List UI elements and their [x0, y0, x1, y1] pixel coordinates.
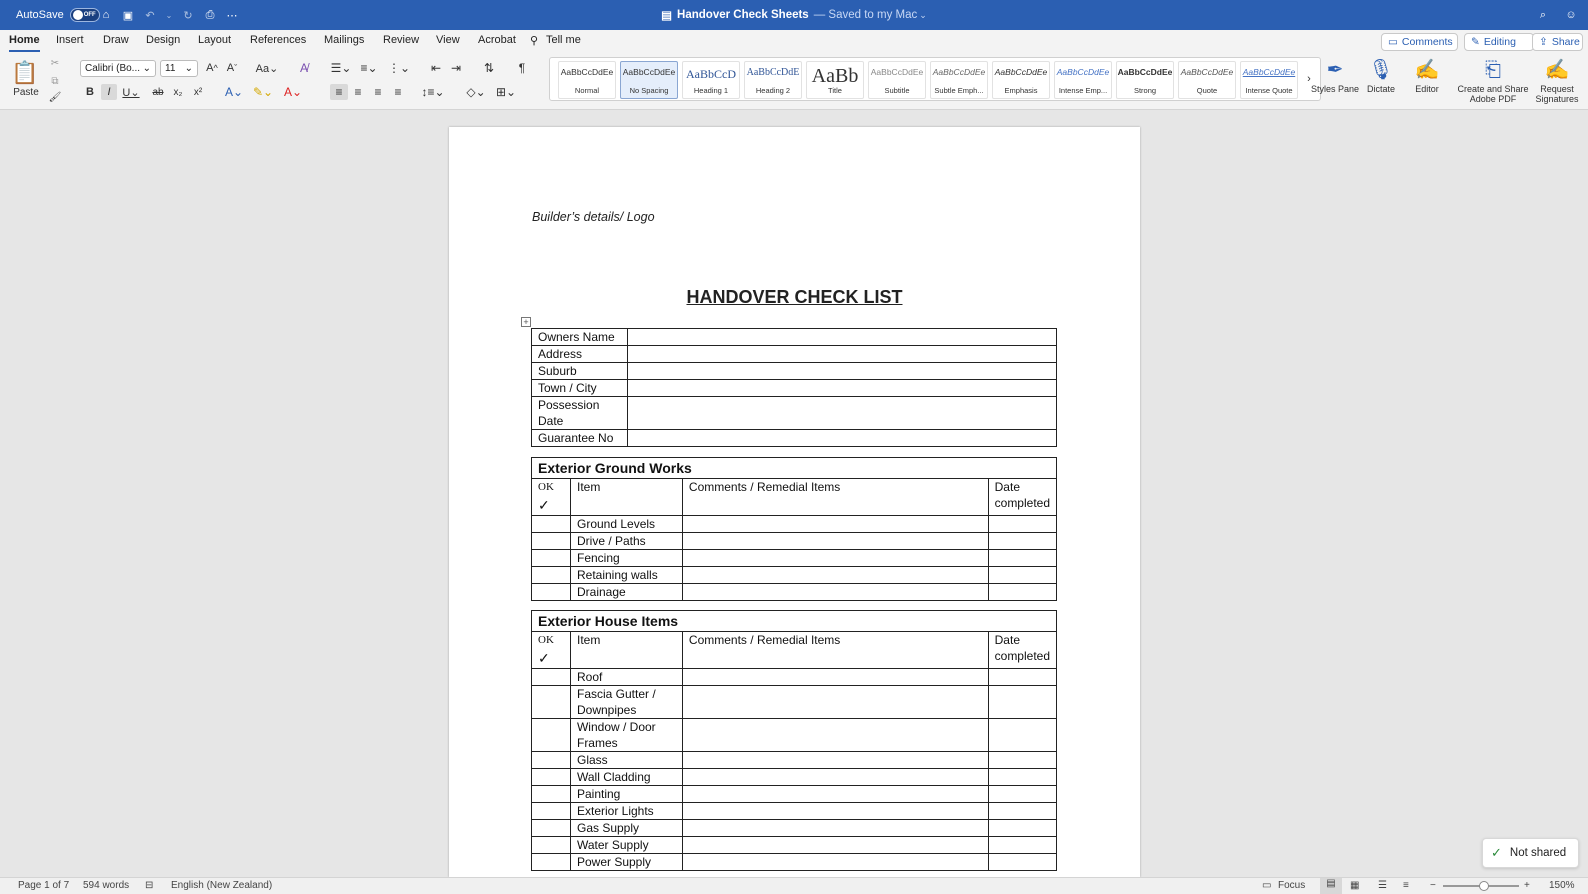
- comments-cell[interactable]: [682, 669, 988, 686]
- ok-cell[interactable]: [532, 752, 571, 769]
- editor-icon: ✍: [1414, 59, 1440, 81]
- item-cell: Power Supply: [570, 854, 682, 871]
- style-name: Normal: [574, 86, 600, 95]
- ok-header: [532, 632, 571, 669]
- zoom-in-icon[interactable]: +: [1524, 880, 1530, 891]
- style-preview: AaBbCcDdE: [746, 67, 800, 78]
- ok-cell[interactable]: [532, 550, 571, 567]
- ok-cell[interactable]: [532, 584, 571, 601]
- language-indicator[interactable]: English (New Zealand): [171, 880, 273, 891]
- style-preview: AaBbCcDdEe: [994, 67, 1048, 77]
- align-left-icon[interactable]: ≡: [330, 84, 348, 100]
- focus-icon[interactable]: ▭: [1262, 880, 1272, 891]
- doc-heading[interactable]: HANDOVER CHECK LIST: [686, 287, 903, 307]
- format-painter-icon[interactable]: 🖌: [48, 91, 62, 103]
- tell-me[interactable]: Tell me: [546, 34, 581, 46]
- ground-works-table: [531, 457, 1057, 601]
- ok-cell[interactable]: [532, 820, 571, 837]
- table-row: [532, 363, 1057, 380]
- increase-indent-icon[interactable]: ⇥: [450, 61, 462, 75]
- tab-mailings[interactable]: Mailings: [324, 34, 365, 46]
- date-header: Date completed: [988, 479, 1056, 516]
- account-icon[interactable]: ☺: [1565, 9, 1577, 21]
- borders-icon[interactable]: ⊞⌄: [495, 85, 517, 99]
- style-emphasis[interactable]: [992, 61, 1050, 99]
- create-share-pdf-button[interactable]: [1455, 56, 1531, 108]
- ok-cell[interactable]: [532, 567, 571, 584]
- date-cell[interactable]: [988, 533, 1056, 550]
- section-title: Exterior House Items: [532, 611, 1057, 632]
- field-value-cell[interactable]: [628, 397, 1057, 430]
- pdf-icon: ⎗: [1485, 59, 1501, 81]
- ok-cell[interactable]: [532, 516, 571, 533]
- font-color-icon[interactable]: A⌄: [283, 85, 303, 99]
- draft-view-icon[interactable]: ≡: [1403, 880, 1409, 891]
- date-cell[interactable]: [988, 567, 1056, 584]
- tab-references[interactable]: References: [250, 34, 307, 46]
- request-signatures-button[interactable]: [1527, 56, 1587, 108]
- table-header-row: [532, 479, 1057, 516]
- create-share-label: Create and Share Adobe PDF: [1457, 84, 1529, 104]
- comments-cell[interactable]: [682, 584, 988, 601]
- share-button[interactable]: [1532, 33, 1583, 51]
- zoom-slider-thumb[interactable]: [1479, 881, 1489, 891]
- superscript-icon[interactable]: x²: [193, 86, 203, 98]
- font-name-select[interactable]: [80, 60, 156, 77]
- request-signatures-label: Request Signatures: [1535, 84, 1579, 104]
- comments-cell[interactable]: [682, 550, 988, 567]
- sort-icon[interactable]: ⇅: [483, 61, 495, 75]
- date-cell[interactable]: [988, 803, 1056, 820]
- item-cell: Retaining walls: [570, 567, 682, 584]
- field-value-cell[interactable]: [628, 363, 1057, 380]
- style-preview: AaBbCcDdEe: [870, 67, 924, 77]
- field-value-cell[interactable]: [628, 346, 1057, 363]
- date-cell[interactable]: [988, 752, 1056, 769]
- date-cell[interactable]: [988, 820, 1056, 837]
- document-page[interactable]: [449, 127, 1140, 877]
- comments-cell[interactable]: [682, 686, 988, 719]
- ok-cell[interactable]: [532, 669, 571, 686]
- grow-font-icon[interactable]: A ^: [206, 62, 218, 74]
- style-subtle-emphasis[interactable]: [930, 61, 988, 99]
- tab-layout[interactable]: Layout: [198, 34, 232, 46]
- chevron-down-icon: ⌄: [142, 63, 151, 74]
- table-row: [532, 458, 1057, 479]
- styles-pane-icon: ✒: [1326, 59, 1344, 81]
- microphone-icon: 🎙: [1368, 59, 1394, 81]
- style-normal[interactable]: [558, 61, 616, 99]
- date-cell[interactable]: [988, 516, 1056, 533]
- paste-label[interactable]: Paste: [13, 86, 39, 98]
- date-header: Date completed: [988, 632, 1056, 669]
- dictate-label: Dictate: [1366, 84, 1395, 94]
- table-row: [532, 769, 1057, 786]
- align-center-icon[interactable]: ≡: [354, 85, 362, 99]
- style-name: Heading 2: [755, 86, 791, 95]
- table-row: [532, 584, 1057, 601]
- tab-design[interactable]: Design: [146, 34, 181, 46]
- table-row: [532, 533, 1057, 550]
- table-row: [532, 820, 1057, 837]
- font-size-select[interactable]: [160, 60, 198, 77]
- comments-cell[interactable]: [682, 820, 988, 837]
- date-cell[interactable]: [988, 854, 1056, 871]
- comments-cell[interactable]: [682, 854, 988, 871]
- date-cell[interactable]: [988, 786, 1056, 803]
- comments-header: Comments / Remedial Items: [682, 632, 988, 669]
- decrease-indent-icon[interactable]: ⇤: [430, 61, 442, 75]
- saved-status[interactable]: — Saved to my Mac: [813, 9, 918, 21]
- field-value-cell[interactable]: [628, 380, 1057, 397]
- field-label: Guarantee No: [532, 430, 628, 447]
- doc-title-text: Handover Check Sheets: [677, 9, 809, 21]
- item-cell: Drainage: [570, 584, 682, 601]
- item-cell: Window / Door Frames: [570, 719, 682, 752]
- more-icon[interactable]: ⋯: [226, 9, 238, 22]
- style-quote[interactable]: [1178, 61, 1236, 99]
- item-cell: Painting: [570, 786, 682, 803]
- ok-header: [532, 479, 571, 516]
- signature-icon: ✍: [1544, 59, 1570, 81]
- tab-insert[interactable]: Insert: [56, 34, 84, 46]
- style-heading-2[interactable]: [744, 61, 802, 99]
- table-row: [532, 380, 1057, 397]
- item-cell: Fascia Gutter / Downpipes: [570, 686, 682, 719]
- comments-cell[interactable]: [682, 803, 988, 820]
- date-cell[interactable]: [988, 669, 1056, 686]
- style-name: Subtitle: [884, 86, 910, 95]
- tab-acrobat[interactable]: Acrobat: [478, 34, 516, 46]
- style-subtitle[interactable]: [868, 61, 926, 99]
- table-row: [532, 803, 1057, 820]
- subscript-icon[interactable]: x₂: [173, 86, 183, 98]
- undo-icon[interactable]: ↶: [145, 9, 155, 22]
- paste-icon[interactable]: 📋: [11, 60, 39, 85]
- date-cell[interactable]: [988, 584, 1056, 601]
- style-preview: AaBbCcDdEe: [1180, 67, 1234, 77]
- date-cell[interactable]: [988, 837, 1056, 854]
- field-value-cell[interactable]: [628, 430, 1057, 447]
- item-header: Item: [570, 632, 682, 669]
- style-preview: AaBbCcDdEe: [1242, 67, 1296, 77]
- autosave-state: OFF: [83, 12, 96, 18]
- comments-button[interactable]: [1381, 33, 1458, 51]
- line-spacing-icon[interactable]: ↕≡⌄: [421, 85, 445, 99]
- table-row: [532, 686, 1057, 719]
- comment-icon: ▭: [1388, 36, 1398, 48]
- tab-draw[interactable]: Draw: [103, 34, 129, 46]
- ok-cell[interactable]: [532, 719, 571, 752]
- table-row: [532, 516, 1057, 533]
- owner-details-table: [531, 328, 1057, 447]
- table-row: [532, 329, 1057, 346]
- change-case-icon[interactable]: Aa⌄: [255, 62, 279, 75]
- table-header-row: [532, 632, 1057, 669]
- editor-label: Editor: [1415, 84, 1439, 94]
- table-row: [532, 430, 1057, 447]
- table-row: [532, 854, 1057, 871]
- field-value-cell[interactable]: [628, 329, 1057, 346]
- share-icon: ⇪: [1539, 36, 1548, 48]
- comments-header: Comments / Remedial Items: [682, 479, 988, 516]
- item-cell: Water Supply: [570, 837, 682, 854]
- style-name: Heading 1: [693, 86, 729, 95]
- text-effects-icon[interactable]: A⌄: [224, 85, 244, 99]
- bullets-icon[interactable]: ☰⌄: [330, 61, 352, 75]
- outline-view-icon[interactable]: ☰: [1378, 880, 1387, 891]
- check-icon: ✓: [538, 497, 550, 513]
- underline-icon[interactable]: U⌄: [122, 86, 140, 99]
- style-preview: AaBbCcDdEe: [1056, 67, 1110, 77]
- pilcrow-icon[interactable]: ¶: [518, 61, 526, 75]
- save-icon[interactable]: ▣: [122, 9, 134, 22]
- style-intense-emphasis[interactable]: [1054, 61, 1112, 99]
- focus-label[interactable]: Focus: [1278, 880, 1306, 891]
- date-cell[interactable]: [988, 686, 1056, 719]
- section-title: Exterior Ground Works: [532, 458, 1057, 479]
- document-title: [0, 0, 1588, 30]
- numbering-icon[interactable]: ≡⌄: [360, 61, 378, 75]
- table-row: [532, 719, 1057, 752]
- style-preview: AaBbCcD: [686, 67, 736, 81]
- editing-label: Editing: [1483, 36, 1516, 48]
- table-row: [532, 669, 1057, 686]
- item-cell: Ground Levels: [570, 516, 682, 533]
- ribbon: [0, 54, 1588, 110]
- comments-cell[interactable]: [682, 837, 988, 854]
- table-row: [532, 752, 1057, 769]
- chevron-down-icon: ⌄: [184, 63, 193, 74]
- redo-icon[interactable]: ↻: [183, 9, 193, 22]
- bold-icon[interactable]: B: [86, 86, 94, 98]
- sharing-status-toast[interactable]: [1482, 838, 1579, 868]
- zoom-level[interactable]: 150%: [1549, 880, 1575, 891]
- field-label: Suburb: [532, 363, 628, 380]
- strikethrough-icon[interactable]: ab: [152, 86, 164, 98]
- clear-formatting-icon[interactable]: A̸: [299, 61, 308, 75]
- table-move-handle-icon[interactable]: +: [521, 317, 531, 327]
- comments-cell[interactable]: [682, 533, 988, 550]
- ok-label: OK: [538, 634, 554, 646]
- copy-icon[interactable]: ⧉: [51, 75, 59, 87]
- style-name: Title: [828, 86, 842, 95]
- ok-cell[interactable]: [532, 803, 571, 820]
- field-label: Possession Date: [532, 397, 628, 430]
- field-label: Address: [532, 346, 628, 363]
- item-cell: Exterior Lights: [570, 803, 682, 820]
- style-title[interactable]: [806, 61, 864, 99]
- date-cell[interactable]: [988, 719, 1056, 752]
- title-bar: [0, 0, 1588, 30]
- comments-cell[interactable]: [682, 752, 988, 769]
- search-icon[interactable]: ⌕: [1539, 8, 1547, 21]
- tab-view[interactable]: View: [436, 34, 460, 46]
- ok-cell[interactable]: [532, 837, 571, 854]
- shrink-font-icon[interactable]: A ˇ: [226, 62, 238, 74]
- tab-review[interactable]: Review: [383, 34, 420, 46]
- style-preview: AaBbCcDdEe: [1117, 67, 1173, 77]
- comments-label: Comments: [1401, 36, 1453, 48]
- check-icon: ✓: [538, 650, 550, 666]
- tab-home[interactable]: Home: [9, 34, 40, 46]
- table-row: [532, 346, 1057, 363]
- doc-icon: ▤: [661, 10, 673, 22]
- ok-label: OK: [538, 481, 554, 493]
- proofing-icon[interactable]: ⊟: [145, 880, 154, 891]
- cut-icon[interactable]: ✂: [50, 57, 60, 69]
- comments-cell[interactable]: [682, 567, 988, 584]
- style-strong[interactable]: [1116, 61, 1174, 99]
- lightbulb-icon: ⚲: [530, 35, 539, 47]
- item-cell: Wall Cladding: [570, 769, 682, 786]
- italic-icon[interactable]: I: [101, 84, 117, 100]
- zoom-out-icon[interactable]: −: [1430, 880, 1436, 891]
- share-label: Share: [1551, 36, 1580, 48]
- styles-gallery: [549, 57, 1321, 101]
- comments-cell[interactable]: [682, 516, 988, 533]
- ok-cell[interactable]: [532, 533, 571, 550]
- date-cell[interactable]: [988, 769, 1056, 786]
- font-name-value: Calibri (Bo...: [85, 63, 141, 74]
- item-header: Item: [570, 479, 682, 516]
- style-name: Strong: [1133, 86, 1157, 95]
- field-label: Town / City: [532, 380, 628, 397]
- item-cell: Fencing: [570, 550, 682, 567]
- item-cell: Roof: [570, 669, 682, 686]
- ok-cell[interactable]: [532, 854, 571, 871]
- style-no-spacing[interactable]: [620, 61, 678, 99]
- style-heading-1[interactable]: [682, 61, 740, 99]
- style-preview: AaBbCcDdEe: [932, 67, 986, 77]
- item-cell: Drive / Paths: [570, 533, 682, 550]
- autosave-label: AutoSave: [16, 9, 64, 21]
- date-cell[interactable]: [988, 550, 1056, 567]
- style-preview: AaBbCcDdEe: [560, 67, 614, 77]
- comments-cell[interactable]: [682, 769, 988, 786]
- style-name: Subtle Emph...: [934, 86, 984, 95]
- shading-icon[interactable]: ◇⌄: [466, 85, 486, 99]
- ribbon-tabs: [0, 30, 1588, 54]
- style-preview: AaBbCcDdEe: [622, 67, 676, 77]
- ok-cell[interactable]: [532, 786, 571, 803]
- web-layout-icon[interactable]: ▦: [1350, 880, 1360, 891]
- chevron-down-icon[interactable]: ⌄: [919, 9, 927, 20]
- style-name: No Spacing: [629, 86, 669, 95]
- house-items-table: [531, 610, 1057, 871]
- multilevel-list-icon[interactable]: ⋮⌄: [387, 61, 411, 75]
- page-count[interactable]: Page 1 of 7: [18, 880, 70, 891]
- comments-cell[interactable]: [682, 719, 988, 752]
- table-row: [532, 611, 1057, 632]
- style-preview: AaBb: [811, 65, 859, 87]
- header-text[interactable]: Builder’s details/ Logo: [532, 210, 655, 224]
- ok-cell[interactable]: [532, 686, 571, 719]
- table-row: [532, 786, 1057, 803]
- table-row: [532, 567, 1057, 584]
- print-layout-icon[interactable]: ▤: [1320, 878, 1342, 894]
- editing-button[interactable]: [1464, 33, 1534, 51]
- style-intense-quote[interactable]: [1240, 61, 1298, 99]
- table-row: [532, 837, 1057, 854]
- item-cell: Glass: [570, 752, 682, 769]
- style-name: Quote: [1196, 86, 1218, 95]
- style-name: Intense Quote: [1245, 86, 1293, 95]
- styles-pane-label: Styles Pane: [1310, 84, 1360, 94]
- align-right-icon[interactable]: ≡: [374, 85, 382, 99]
- justify-icon[interactable]: ≡: [394, 85, 402, 99]
- ok-cell[interactable]: [532, 769, 571, 786]
- item-cell: Gas Supply: [570, 820, 682, 837]
- editor-button[interactable]: [1399, 56, 1455, 108]
- table-row: [532, 397, 1057, 430]
- table-row: [532, 550, 1057, 567]
- style-name: Intense Emp...: [1058, 86, 1108, 95]
- field-label: Owners Name: [532, 329, 628, 346]
- undo-dropdown-icon[interactable]: ⌄: [165, 10, 173, 20]
- pencil-icon: ✎: [1471, 36, 1480, 48]
- sharing-status-text: Not shared: [1509, 847, 1567, 859]
- print-icon[interactable]: ⎙: [205, 8, 215, 21]
- style-name: Emphasis: [1004, 86, 1038, 95]
- highlight-icon[interactable]: ✎⌄: [252, 85, 274, 99]
- styles-more-icon[interactable]: ›: [1307, 73, 1311, 85]
- font-size-value: 11: [165, 63, 176, 74]
- comments-cell[interactable]: [682, 786, 988, 803]
- word-count[interactable]: 594 words: [83, 880, 130, 891]
- status-bar: [0, 877, 1588, 894]
- home-icon[interactable]: ⌂: [102, 9, 110, 21]
- checkmark-icon: ✓: [1491, 845, 1502, 860]
